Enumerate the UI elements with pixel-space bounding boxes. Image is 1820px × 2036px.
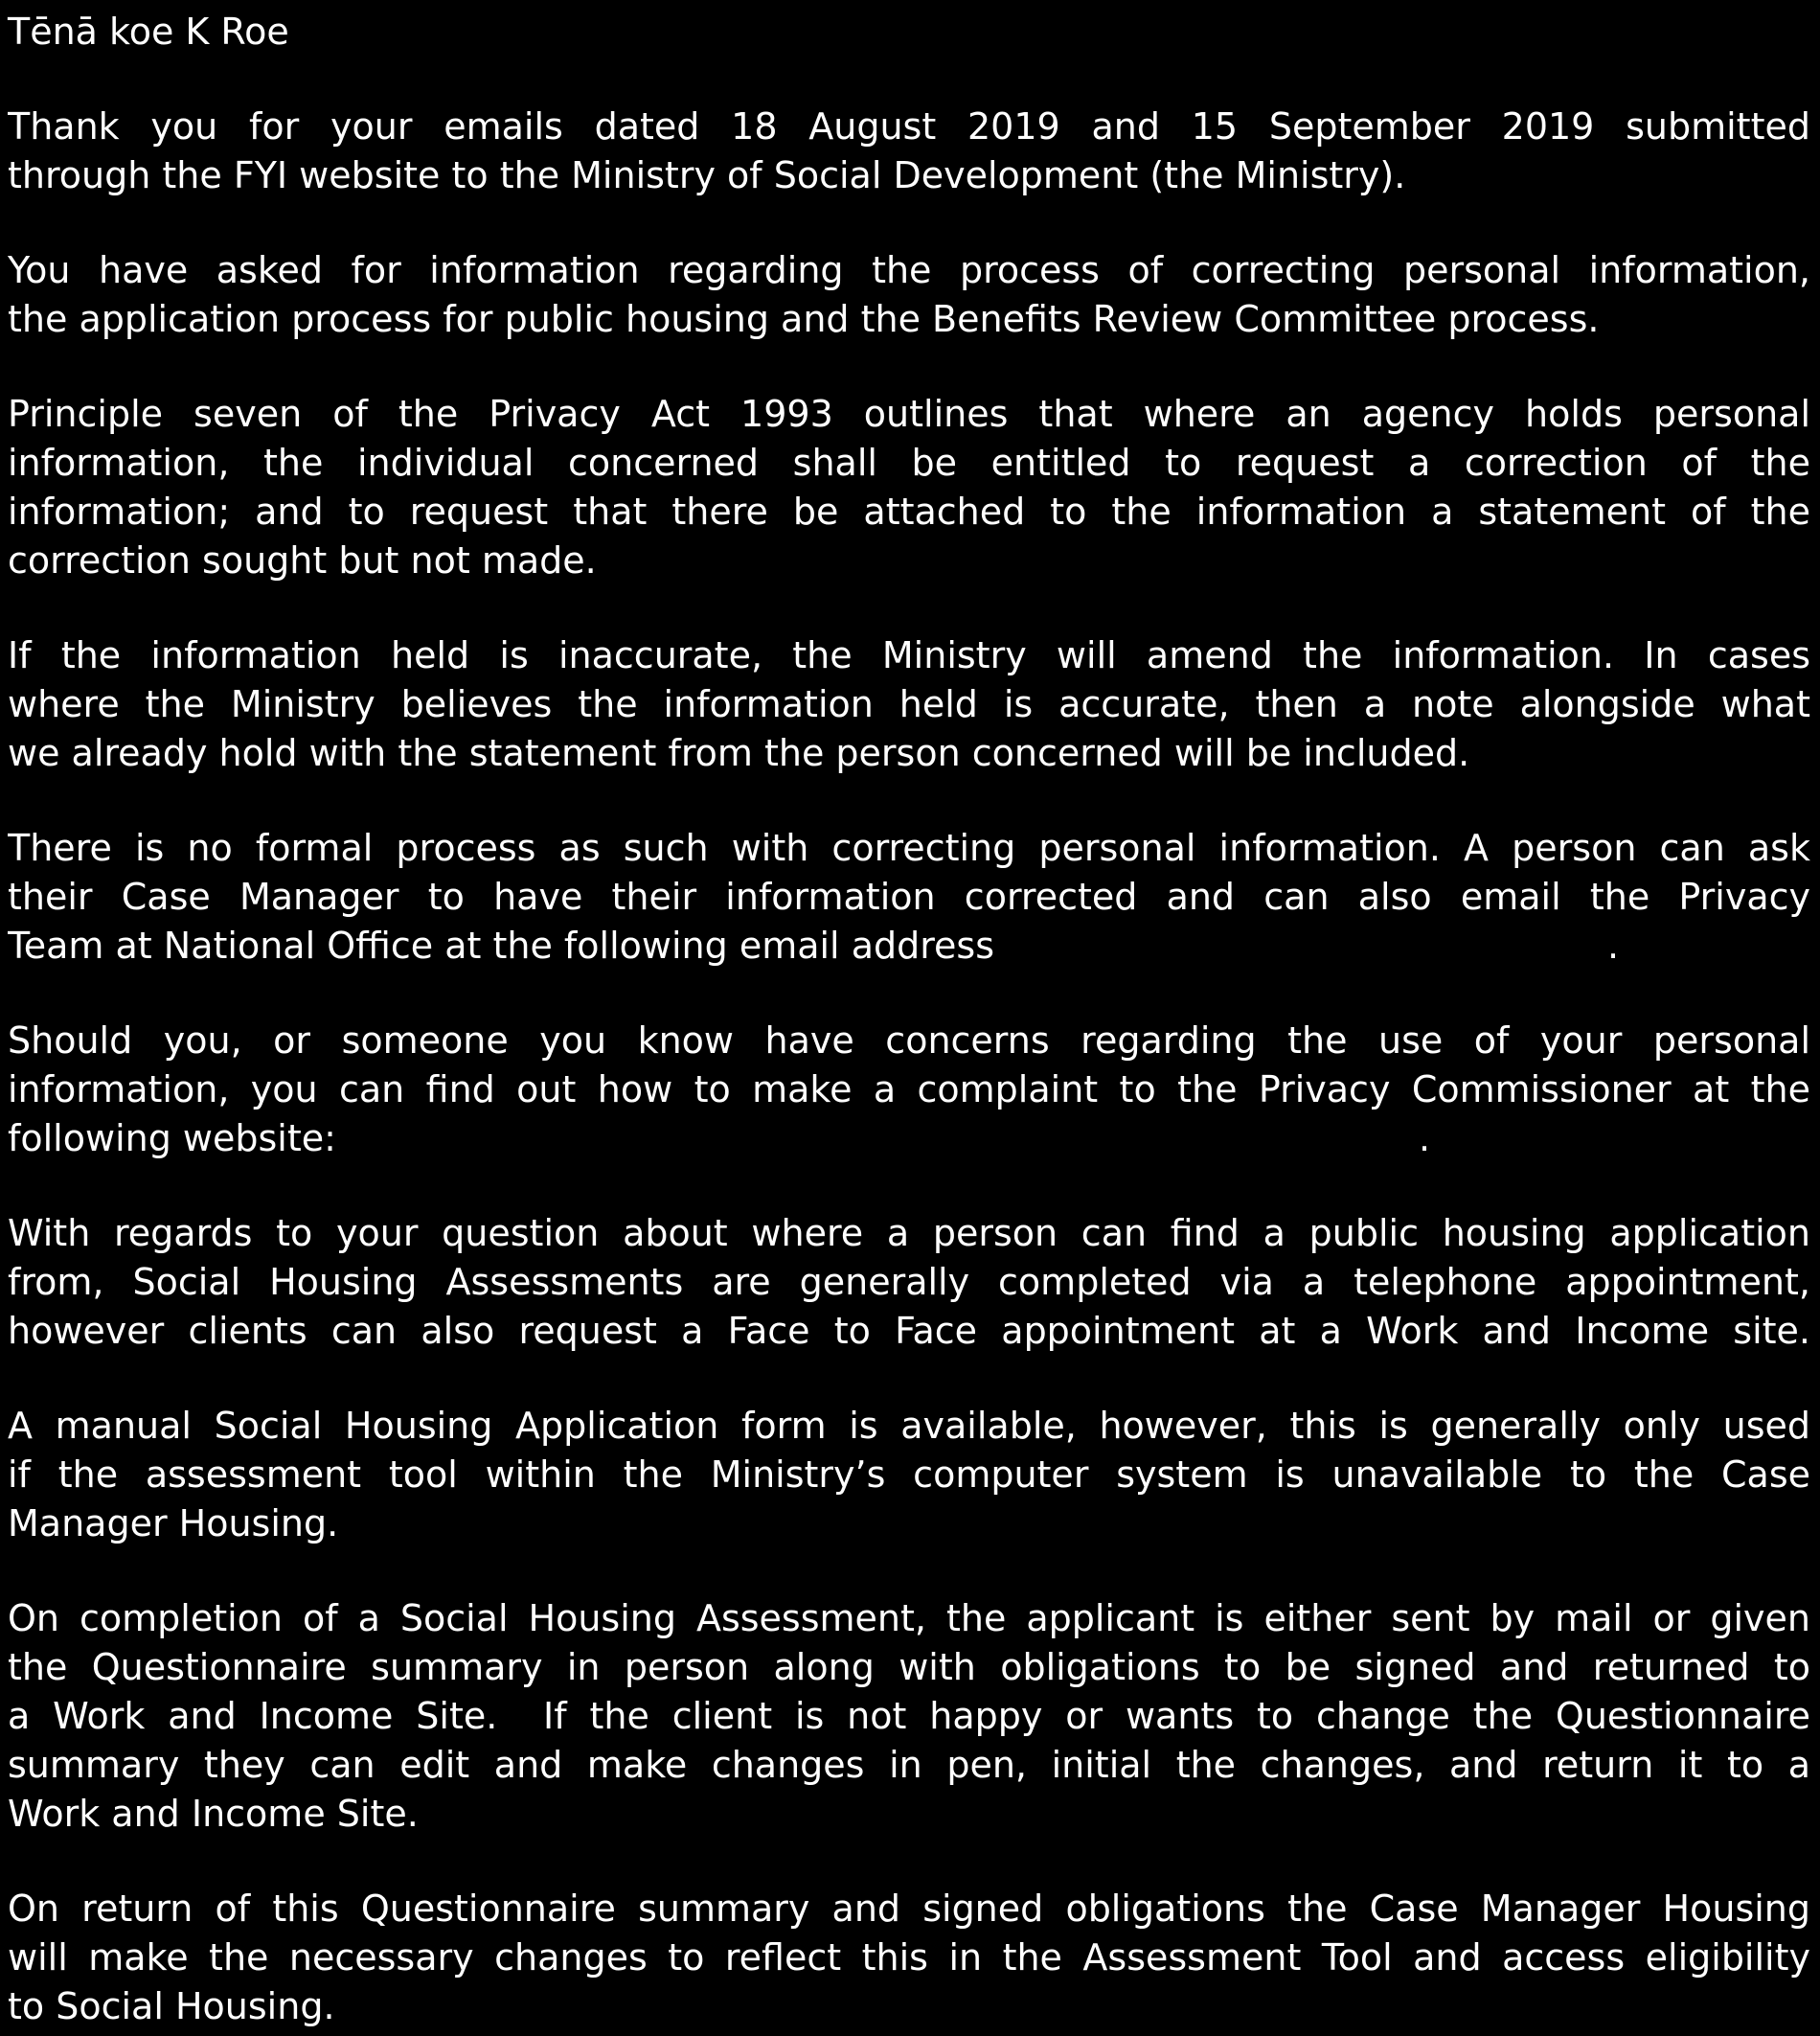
line-text: we already hold with the statement from the person concerned will be included. xyxy=(8,732,1470,774)
text-line xyxy=(8,1790,1810,1839)
line-text: information; and to request that there be attached to the information a statement of the xyxy=(8,491,1810,533)
text-line xyxy=(8,1885,1810,1933)
line-text: from, Social Housing Assessments are generally completed via a telephone appointment, xyxy=(8,1261,1810,1303)
text-line xyxy=(8,1209,1810,1258)
paragraph xyxy=(8,824,1810,971)
line-text: Thank you for your emails dated 18 August 2019 and 15 September 2019 submitted xyxy=(8,105,1810,148)
redacted-website-url xyxy=(336,1139,1419,1151)
text-line xyxy=(8,631,1810,680)
text-line xyxy=(8,295,1810,344)
redacted-email-address xyxy=(994,947,1607,958)
paragraph xyxy=(8,103,1810,200)
line-text: Manager Housing. xyxy=(8,1502,339,1544)
paragraph xyxy=(8,246,1810,344)
text-line xyxy=(8,151,1810,200)
paragraph xyxy=(8,1017,1810,1163)
paragraph xyxy=(8,1594,1810,1839)
paragraph xyxy=(8,631,1810,778)
line-text: Principle seven of the Privacy Act 1993 outlines that where an agency holds personal xyxy=(8,393,1810,435)
text-line xyxy=(8,246,1810,295)
text-line xyxy=(8,488,1810,537)
after-redaction-text: . xyxy=(1418,1117,1431,1159)
text-line xyxy=(8,1741,1810,1790)
line-text: There is no formal process as such with correcting personal information. A person can ask xyxy=(8,827,1810,869)
line-text: the application process for public housing and the Benefits Review Committee process. xyxy=(8,298,1600,340)
line-text: the Questionnaire summary in person along with obligations to be signed and returned to xyxy=(8,1646,1810,1688)
text-line xyxy=(8,1933,1810,1982)
text-line xyxy=(8,1982,1810,2031)
text-line xyxy=(8,729,1810,778)
line-text: A manual Social Housing Application form is available, however, this is generally only used xyxy=(8,1405,1810,1447)
text-line xyxy=(8,1643,1810,1692)
text-line xyxy=(8,1594,1810,1643)
text-line xyxy=(8,824,1810,873)
paragraph xyxy=(8,1209,1810,1356)
line-text: information, you can find out how to make a complaint to the Privacy Commissioner at the xyxy=(8,1068,1810,1110)
line-text: will make the necessary changes to reflect this in the Assessment Tool and access eligibility xyxy=(8,1936,1810,1979)
line-text: Should you, or someone you know have concerns regarding the use of your personal xyxy=(8,1019,1810,1062)
line-text: following website: xyxy=(8,1117,336,1159)
line-text: You have asked for information regarding the process of correcting personal information, xyxy=(8,249,1810,291)
paragraph xyxy=(8,1402,1810,1548)
text-line xyxy=(8,873,1810,922)
text-line xyxy=(8,1307,1810,1356)
text-line xyxy=(8,1499,1810,1548)
line-text: their Case Manager to have their information corrected and can also email the Privacy xyxy=(8,876,1810,918)
text-line xyxy=(8,1258,1810,1307)
text-line xyxy=(8,439,1810,488)
line-text: correction sought but not made. xyxy=(8,539,597,582)
line-text: On completion of a Social Housing Assessment, the applicant is either sent by mail or given xyxy=(8,1597,1810,1639)
line-text: however clients can also request a Face to Face appointment at a Work and Income site. xyxy=(8,1310,1810,1352)
line-text: Work and Income Site. xyxy=(8,1793,419,1835)
line-text: summary they can edit and make changes in pen, initial the changes, and return it to a xyxy=(8,1744,1810,1786)
paragraph xyxy=(8,1885,1810,2031)
line-text: On return of this Questionnaire summary and signed obligations the Case Manager Housing xyxy=(8,1887,1810,1930)
paragraph xyxy=(8,390,1810,585)
text-line xyxy=(8,1451,1810,1499)
text-line xyxy=(8,1692,1810,1741)
letter-body xyxy=(8,103,1810,2031)
text-line xyxy=(8,390,1810,439)
line-text: information, the individual concerned shall be entitled to request a correction of the xyxy=(8,442,1810,484)
salutation: Tēnā koe K Roe xyxy=(8,11,289,53)
text-line xyxy=(8,922,1810,971)
text-line xyxy=(8,680,1810,729)
line-text: through the FYI website to the Ministry of Social Development (the Ministry). xyxy=(8,154,1406,196)
line-text: With regards to your question about where a person can find a public housing application xyxy=(8,1212,1810,1254)
text-line xyxy=(8,103,1810,151)
text-line xyxy=(8,1065,1810,1114)
line-text: If the information held is inaccurate, the Ministry will amend the information. In cases xyxy=(8,634,1810,676)
text-line xyxy=(8,537,1810,585)
line-text: to Social Housing. xyxy=(8,1985,335,2027)
after-redaction-text: . xyxy=(1607,925,1620,967)
line-text: Team at National Office at the following email address xyxy=(8,925,994,967)
line-text: if the assessment tool within the Ministry’s computer system is unavailable to the Case xyxy=(8,1453,1810,1496)
line-text: where the Ministry believes the information held is accurate, then a note alongside what xyxy=(8,683,1810,725)
text-line xyxy=(8,1114,1810,1163)
line-text: a Work and Income Site. If the client is not happy or wants to change the Questionnaire xyxy=(8,1695,1810,1737)
text-line xyxy=(8,1402,1810,1451)
text-line xyxy=(8,1017,1810,1065)
